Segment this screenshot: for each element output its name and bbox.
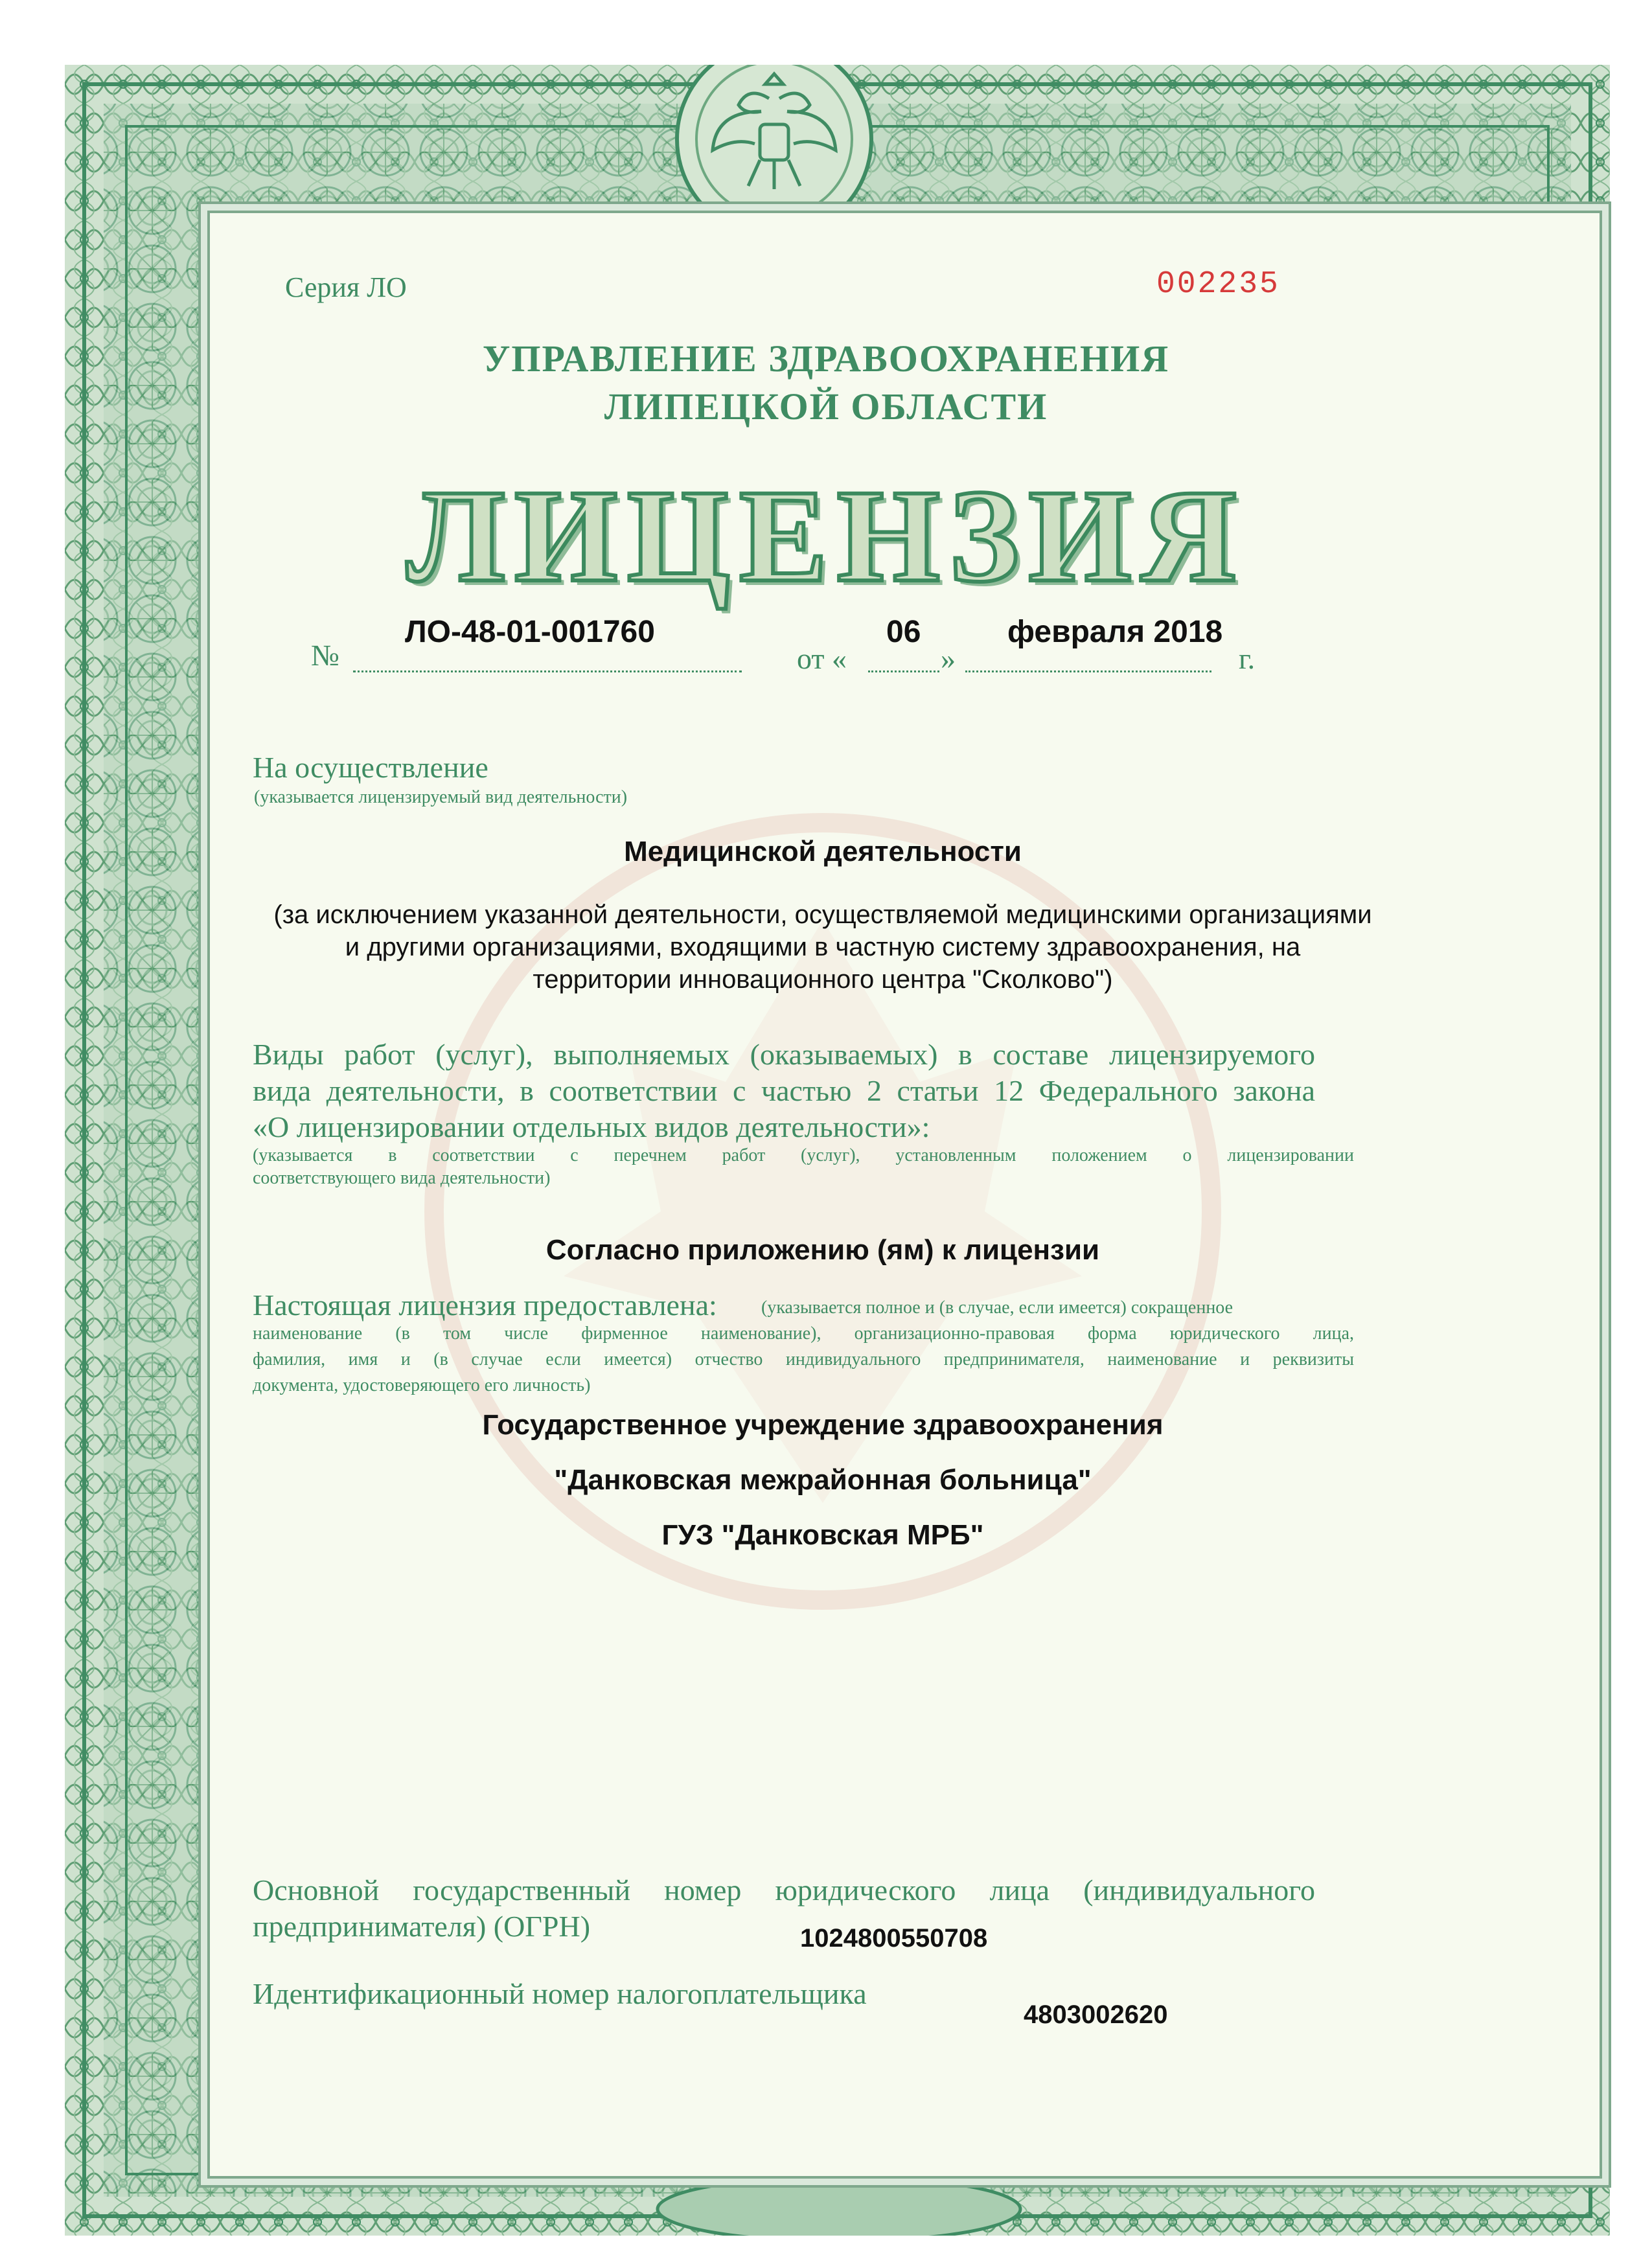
holder-label: Настоящая лицензия предоставлена: xyxy=(253,1289,717,1322)
bottom-ornament xyxy=(658,2177,1020,2236)
works-line-3: «О лицензировании отдельных видов деятельности»: xyxy=(253,1110,930,1143)
holder-note-line-3: документа, удостоверяющего его личность) xyxy=(253,1375,591,1395)
from-label: от « xyxy=(797,642,847,675)
eagle-watermark-icon xyxy=(337,726,1309,1697)
works-note-line-1: (указывается в соответствии с перечнем работ (услуг), установленным положением о лицензировании xyxy=(253,1145,1354,1165)
activity-exception-line-1: (за исключением указанной деятельности, осуществляемой медицинскими организациями xyxy=(273,900,1372,929)
works-note-line-2: соответствующего вида деятельности) xyxy=(253,1168,551,1188)
holder-name-line-1: Государственное учреждение здравоохранения xyxy=(482,1409,1164,1441)
inn-label: Идентификационный номер налогоплательщика xyxy=(253,1977,867,2010)
day-underline xyxy=(868,670,939,672)
activity-label: На осуществление xyxy=(253,751,488,784)
year-suffix: г. xyxy=(1239,642,1256,675)
activity-note: (указывается лицензируемый вид деятельности) xyxy=(254,787,628,807)
holder-name-line-2: "Данковская межрайонная больница" xyxy=(554,1464,1092,1496)
works-value: Согласно приложению (ям) к лицензии xyxy=(545,1234,1100,1266)
ogrn-value: 1024800550708 xyxy=(800,1924,988,1953)
license-day: 06 xyxy=(886,615,921,649)
series-label: Серия ЛО xyxy=(285,271,407,303)
holder-note-line-1: наименование (в том числе фирменное наименование), организационно-правовая форма юридического лица, xyxy=(253,1323,1354,1344)
holder-name-line-3: ГУЗ "Данковская МРБ" xyxy=(661,1519,984,1551)
holder-note-first: (указывается полное и (в случае, если имеется) сокращенное xyxy=(761,1298,1233,1318)
quote-close: » xyxy=(941,642,956,675)
series-number: 002235 xyxy=(1156,267,1280,302)
number-underline xyxy=(353,670,742,672)
activity-value: Медицинской деятельности xyxy=(624,836,1022,867)
activity-exception-line-3: территории инновационного центра "Сколково") xyxy=(533,965,1113,994)
authority-line-1: УПРАВЛЕНИЕ ЗДРАВООХРАНЕНИЯ xyxy=(482,338,1170,380)
works-line-1: Виды работ (услуг), выполняемых (оказываемых) в составе лицензируемого xyxy=(253,1038,1315,1071)
ogrn-label-line-1: Основной государственный номер юридического лица (индивидуального xyxy=(253,1873,1315,1907)
date-underline xyxy=(965,670,1211,672)
authority-line-2: ЛИПЕЦКОЙ ОБЛАСТИ xyxy=(604,385,1048,428)
inn-value: 4803002620 xyxy=(1024,2000,1168,2029)
document-title: ЛИЦЕНЗИЯ xyxy=(406,463,1246,610)
activity-exception-line-2: и другими организациями, входящими в частную систему здравоохранения, на xyxy=(345,933,1301,961)
works-line-2: вида деятельности, в соответствии с частью 2 статьи 12 Федерального закона xyxy=(253,1074,1315,1107)
license-month-year: февраля 2018 xyxy=(1007,615,1223,649)
number-sign: № xyxy=(311,639,339,672)
license-number: ЛО-48-01-001760 xyxy=(405,615,655,649)
ogrn-label-line-2: предпринимателя) (ОГРН) xyxy=(253,1910,591,1943)
holder-note-line-2: фамилия, имя и (в случае если имеется) отчество индивидуального предпринимателя, наименование и реквизиты xyxy=(253,1349,1354,1369)
